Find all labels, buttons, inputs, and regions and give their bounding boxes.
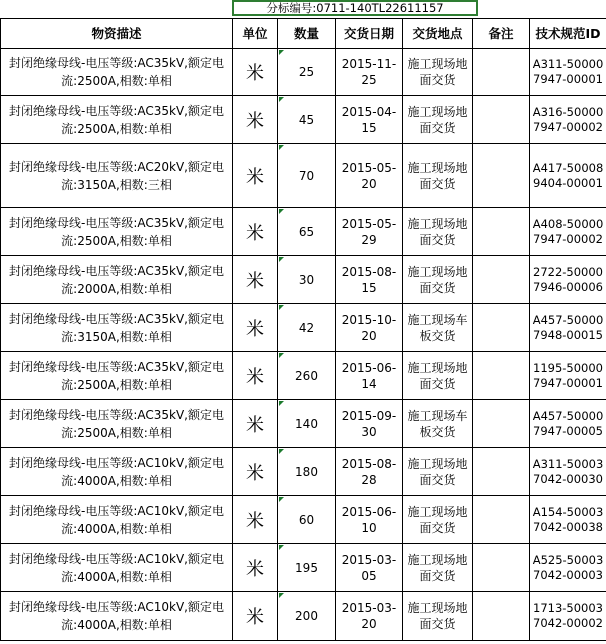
delivery-date-cell[interactable] (336, 448, 403, 496)
desc-cell-text: 封闭绝缘母线-电压等级:AC35kV,额定电流:3150A,相数:单相 (9, 311, 224, 344)
unit-cell-text: 米 (246, 510, 264, 532)
spec-id-cell[interactable] (530, 304, 606, 352)
note-cell[interactable] (473, 256, 530, 304)
spec-id-cell-text: A417-500089404-00001 (532, 160, 604, 190)
spec-id-cell[interactable] (530, 544, 606, 592)
quantity-cell-text: 70 (298, 168, 315, 183)
unit-cell[interactable] (233, 592, 278, 641)
quantity-cell-text: 25 (298, 65, 315, 79)
quantity-cell[interactable] (278, 544, 336, 592)
delivery-place-cell[interactable] (403, 256, 473, 304)
lot-number-cell[interactable]: 分标编号:0711-140TL22611157 (232, 0, 478, 16)
unit-cell[interactable] (233, 49, 278, 96)
comment-indicator-icon (279, 401, 284, 406)
desc-cell-text: 封闭绝缘母线-电压等级:AC20kV,额定电流:3150A,相数:三相 (9, 159, 224, 192)
spec-id-cell-text: A311-500007947-00001 (532, 57, 604, 86)
delivery-place-cell-text: 施工现场地面交货 (407, 360, 468, 391)
unit-cell[interactable] (233, 304, 278, 352)
table-row (1, 448, 606, 496)
quantity-cell[interactable] (278, 592, 336, 641)
unit-cell[interactable] (233, 496, 278, 544)
note-cell[interactable] (473, 96, 530, 144)
comment-indicator-icon (279, 257, 284, 262)
desc-cell[interactable] (1, 448, 233, 496)
col-header-spec-id[interactable]: 技术规范ID (530, 19, 606, 49)
desc-cell-text: 封闭绝缘母线-电压等级:AC35kV,额定电流:2500A,相数:单相 (9, 215, 224, 248)
unit-cell-text: 米 (246, 318, 264, 340)
delivery-place-cell[interactable] (403, 592, 473, 641)
comment-indicator-icon (279, 145, 284, 150)
delivery-place-cell[interactable] (403, 49, 473, 96)
unit-cell-text: 米 (246, 462, 264, 484)
note-cell[interactable] (473, 352, 530, 400)
delivery-date-cell-text: 2015-03-05 (341, 552, 397, 583)
spec-id-cell-text: A154-500037042-00038 (532, 504, 604, 534)
spec-id-cell-text: 2722-500007946-00006 (533, 264, 603, 294)
unit-cell[interactable] (233, 256, 278, 304)
spec-id-cell[interactable] (530, 144, 606, 208)
quantity-cell-text: 260 (295, 368, 318, 383)
delivery-place-cell[interactable] (403, 544, 473, 592)
table-row (1, 304, 606, 352)
quantity-cell[interactable] (278, 144, 336, 208)
comment-indicator-icon (279, 209, 284, 214)
delivery-place-cell-text: 施工现场地面交货 (407, 160, 468, 191)
col-header-unit[interactable]: 单位 (233, 19, 278, 49)
sheet-top-area (0, 0, 606, 18)
note-cell[interactable] (473, 496, 530, 544)
table-row (1, 49, 606, 96)
col-header-delivery-place[interactable]: 交货地点 (403, 19, 473, 49)
delivery-date-cell-text: 2015-05-29 (341, 216, 397, 247)
delivery-date-cell-text: 2015-11-25 (341, 57, 397, 87)
delivery-place-cell[interactable] (403, 304, 473, 352)
desc-cell-text: 封闭绝缘母线-电压等级:AC10kV,额定电流:4000A,相数:单相 (9, 551, 224, 584)
col-header-note[interactable]: 备注 (473, 19, 530, 49)
table-row (1, 208, 606, 256)
spec-id-cell[interactable] (530, 496, 606, 544)
note-cell[interactable] (473, 592, 530, 641)
unit-cell[interactable] (233, 448, 278, 496)
spec-id-cell-text: A408-500007947-00002 (532, 216, 604, 246)
delivery-date-cell[interactable] (336, 592, 403, 641)
header-row (1, 19, 606, 49)
desc-cell-text: 封闭绝缘母线-电压等级:AC35kV,额定电流:2500A,相数:单相 (9, 56, 224, 88)
col-header-delivery-date[interactable]: 交货日期 (336, 19, 403, 49)
quantity-cell[interactable] (278, 496, 336, 544)
unit-cell-text: 米 (246, 166, 264, 188)
desc-cell[interactable] (1, 592, 233, 641)
spec-id-cell-text: A525-500037042-00003 (532, 552, 604, 582)
materials-table (0, 18, 606, 641)
unit-cell-text: 米 (246, 110, 264, 132)
unit-cell-text: 米 (246, 222, 264, 244)
desc-cell-text: 封闭绝缘母线-电压等级:AC10kV,额定电流:4000A,相数:单相 (9, 503, 224, 536)
desc-cell-text: 封闭绝缘母线-电压等级:AC35kV,额定电流:2500A,相数:单相 (9, 359, 224, 392)
delivery-place-cell[interactable] (403, 96, 473, 144)
spec-id-cell[interactable] (530, 592, 606, 641)
delivery-date-cell-text: 2015-08-15 (341, 264, 397, 295)
delivery-date-cell[interactable] (336, 304, 403, 352)
note-cell[interactable] (473, 208, 530, 256)
quantity-cell-text: 65 (298, 224, 315, 239)
spec-id-cell[interactable] (530, 400, 606, 448)
delivery-date-cell-text: 2015-10-20 (341, 312, 397, 343)
desc-cell-text: 封闭绝缘母线-电压等级:AC10kV,额定电流:4000A,相数:单相 (9, 600, 224, 632)
spec-id-cell-text: 1195-500007947-00001 (533, 360, 603, 390)
col-header-description[interactable]: 物资描述 (1, 19, 233, 49)
unit-cell-text: 米 (246, 414, 264, 436)
comment-indicator-icon (279, 305, 284, 310)
delivery-date-cell-text: 2015-05-20 (341, 160, 397, 191)
quantity-cell[interactable] (278, 256, 336, 304)
delivery-place-cell-text: 施工现场地面交货 (407, 504, 468, 535)
note-cell[interactable] (473, 144, 530, 208)
spec-id-cell[interactable] (530, 96, 606, 144)
spec-id-cell[interactable] (530, 352, 606, 400)
col-header-quantity[interactable]: 数量 (278, 19, 336, 49)
note-cell[interactable] (473, 49, 530, 96)
comment-indicator-icon (279, 593, 284, 598)
unit-cell[interactable] (233, 544, 278, 592)
comment-indicator-icon (279, 497, 284, 502)
unit-cell-text: 米 (246, 558, 264, 580)
desc-cell[interactable] (1, 208, 233, 256)
delivery-date-cell[interactable] (336, 144, 403, 208)
delivery-place-cell[interactable] (403, 496, 473, 544)
quantity-cell-text: 200 (295, 609, 318, 623)
delivery-place-cell-text: 施工现场车板交货 (407, 312, 468, 343)
unit-cell[interactable] (233, 400, 278, 448)
desc-cell[interactable] (1, 496, 233, 544)
delivery-date-cell[interactable] (336, 544, 403, 592)
spec-id-cell[interactable] (530, 49, 606, 96)
spec-id-cell[interactable] (530, 256, 606, 304)
spec-id-cell-text: 1713-500037042-00002 (533, 601, 603, 630)
delivery-date-cell-text: 2015-03-20 (341, 601, 397, 631)
unit-cell[interactable] (233, 144, 278, 208)
quantity-cell-text: 30 (298, 272, 315, 287)
table-row (1, 496, 606, 544)
desc-cell[interactable] (1, 49, 233, 96)
unit-cell-text: 米 (246, 63, 264, 84)
quantity-cell-text: 195 (295, 560, 318, 575)
desc-cell[interactable] (1, 96, 233, 144)
unit-cell-text: 米 (246, 270, 264, 292)
delivery-date-cell-text: 2015-08-28 (341, 456, 397, 487)
table-row (1, 400, 606, 448)
delivery-date-cell-text: 2015-04-15 (341, 104, 397, 135)
delivery-place-cell[interactable] (403, 208, 473, 256)
delivery-date-cell[interactable] (336, 400, 403, 448)
desc-cell[interactable] (1, 144, 233, 208)
table-row (1, 352, 606, 400)
quantity-cell-text: 180 (295, 464, 318, 479)
delivery-place-cell-text: 施工现场地面交货 (407, 456, 468, 487)
delivery-place-cell-text: 施工现场地面交货 (407, 216, 468, 247)
delivery-place-cell-text: 施工现场地面交货 (407, 601, 468, 631)
delivery-place-cell-text: 施工现场地面交货 (407, 552, 468, 583)
comment-indicator-icon (279, 545, 284, 550)
quantity-cell-text: 45 (298, 112, 315, 127)
table-row (1, 96, 606, 144)
comment-indicator-icon (279, 353, 284, 358)
delivery-date-cell[interactable] (336, 96, 403, 144)
desc-cell[interactable] (1, 400, 233, 448)
quantity-cell[interactable] (278, 400, 336, 448)
quantity-cell-text: 60 (298, 512, 315, 527)
note-cell[interactable] (473, 400, 530, 448)
desc-cell[interactable] (1, 256, 233, 304)
delivery-date-cell-text: 2015-06-10 (341, 504, 397, 535)
delivery-place-cell-text: 施工现场地面交货 (407, 264, 468, 295)
quantity-cell-text: 140 (295, 416, 318, 431)
unit-cell-text: 米 (246, 607, 264, 628)
quantity-cell[interactable] (278, 208, 336, 256)
note-cell[interactable] (473, 544, 530, 592)
desc-cell[interactable] (1, 544, 233, 592)
spec-id-cell-text: A457-500007947-00005 (532, 408, 604, 438)
desc-cell-text: 封闭绝缘母线-电压等级:AC35kV,额定电流:2500A,相数:单相 (9, 407, 224, 440)
unit-cell[interactable] (233, 208, 278, 256)
table-row (1, 544, 606, 592)
delivery-place-cell[interactable] (403, 400, 473, 448)
quantity-cell[interactable] (278, 96, 336, 144)
delivery-date-cell-text: 2015-09-30 (341, 408, 397, 439)
comment-indicator-icon (279, 449, 284, 454)
table-row (1, 256, 606, 304)
unit-cell[interactable] (233, 352, 278, 400)
quantity-cell[interactable] (278, 304, 336, 352)
delivery-place-cell[interactable] (403, 352, 473, 400)
table-row (1, 592, 606, 641)
note-cell[interactable] (473, 448, 530, 496)
spec-id-cell[interactable] (530, 448, 606, 496)
delivery-date-cell-text: 2015-06-14 (341, 360, 397, 391)
table-row (1, 144, 606, 208)
desc-cell-text: 封闭绝缘母线-电压等级:AC35kV,额定电流:2500A,相数:单相 (9, 103, 224, 136)
comment-indicator-icon (279, 50, 284, 55)
delivery-date-cell[interactable] (336, 352, 403, 400)
spec-id-cell-text: A316-500007947-00002 (532, 104, 604, 134)
quantity-cell[interactable] (278, 352, 336, 400)
quantity-cell[interactable] (278, 448, 336, 496)
delivery-date-cell[interactable] (336, 49, 403, 96)
delivery-place-cell[interactable] (403, 144, 473, 208)
delivery-date-cell[interactable] (336, 496, 403, 544)
spec-id-cell-text: A457-500007948-00015 (532, 312, 604, 342)
quantity-cell-text: 42 (298, 320, 315, 335)
delivery-place-cell-text: 施工现场车板交货 (407, 408, 468, 439)
desc-cell[interactable] (1, 352, 233, 400)
quantity-cell[interactable] (278, 49, 336, 96)
desc-cell-text: 封闭绝缘母线-电压等级:AC35kV,额定电流:2000A,相数:单相 (9, 263, 224, 296)
spec-id-cell[interactable] (530, 208, 606, 256)
delivery-date-cell[interactable] (336, 256, 403, 304)
delivery-date-cell[interactable] (336, 208, 403, 256)
spec-id-cell-text: A311-500037042-00030 (532, 456, 604, 486)
desc-cell[interactable] (1, 304, 233, 352)
unit-cell-text: 米 (246, 366, 264, 388)
unit-cell[interactable] (233, 96, 278, 144)
comment-indicator-icon (279, 97, 284, 102)
note-cell[interactable] (473, 304, 530, 352)
delivery-place-cell-text: 施工现场地面交货 (407, 57, 468, 87)
desc-cell-text: 封闭绝缘母线-电压等级:AC10kV,额定电流:4000A,相数:单相 (9, 455, 224, 488)
delivery-place-cell-text: 施工现场地面交货 (407, 104, 468, 135)
delivery-place-cell[interactable] (403, 448, 473, 496)
